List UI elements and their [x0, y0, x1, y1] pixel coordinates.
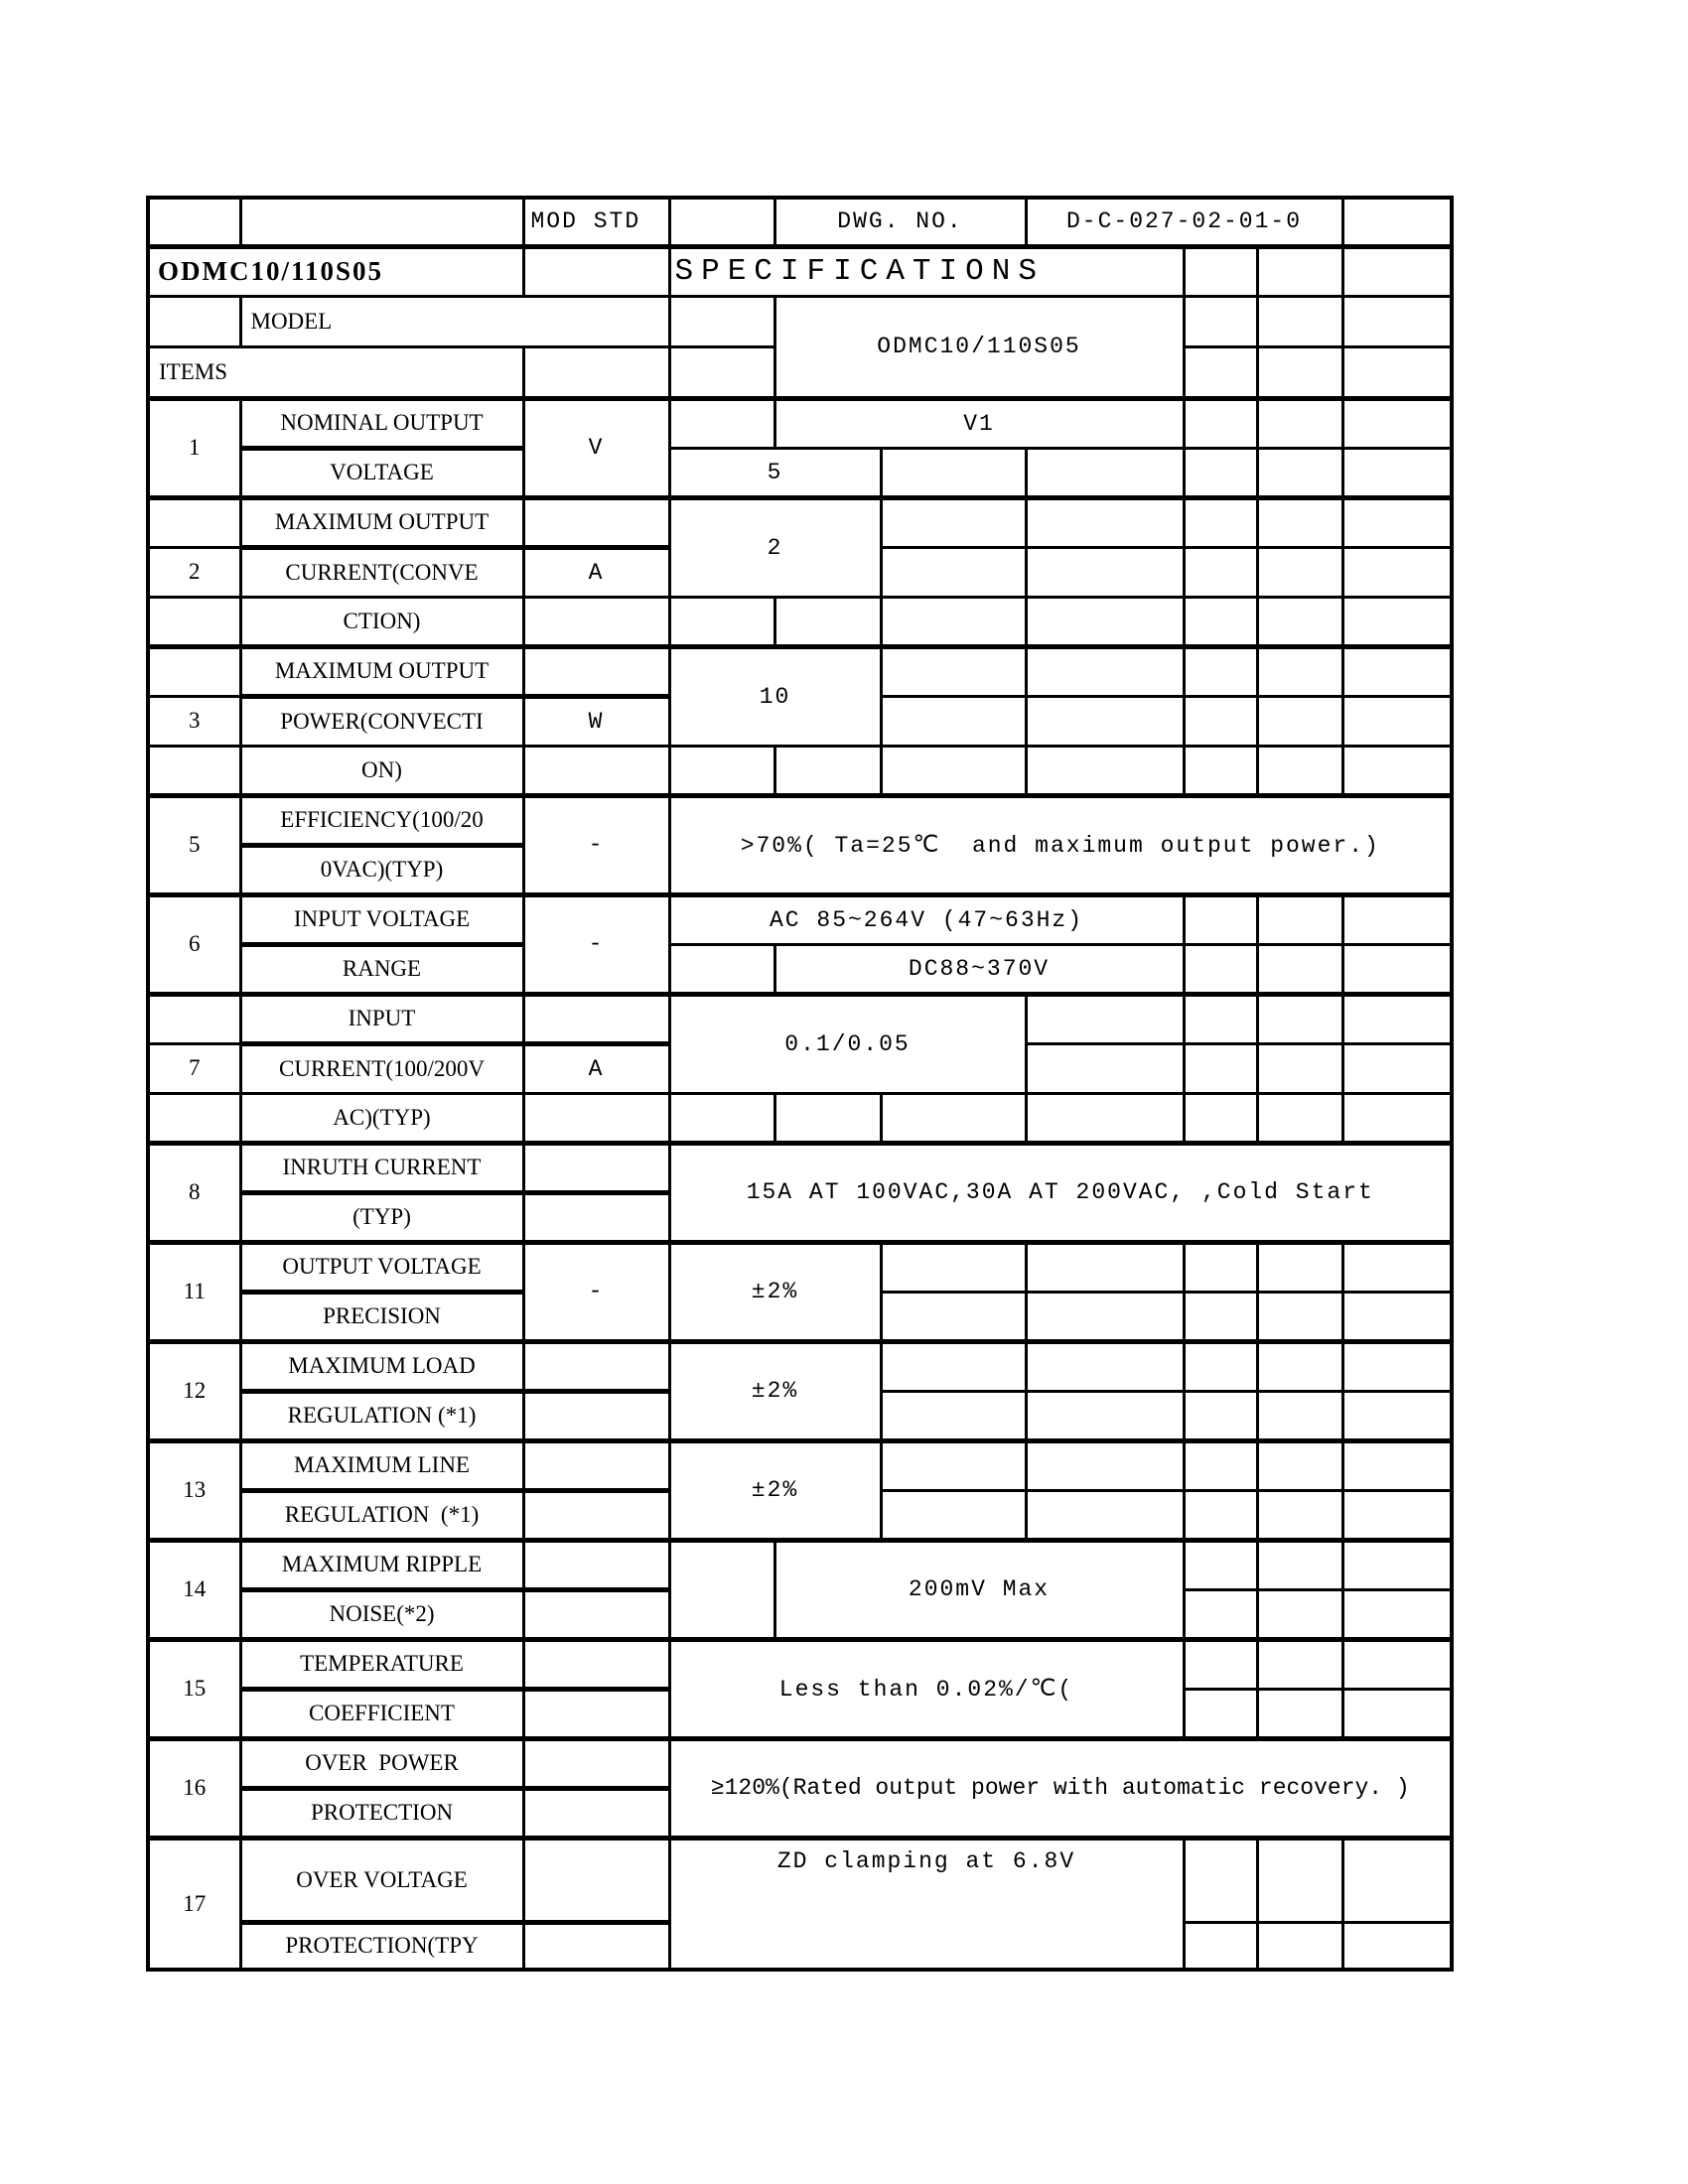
empty-cell	[1184, 1391, 1257, 1440]
empty-cell	[1026, 597, 1184, 646]
empty-cell	[1184, 1093, 1257, 1143]
empty-cell	[1184, 696, 1257, 746]
empty-cell	[1342, 597, 1452, 646]
empty-cell	[1026, 1490, 1184, 1540]
empty-cell	[1257, 994, 1342, 1043]
empty-cell	[881, 1242, 1026, 1292]
empty-cell	[1184, 246, 1257, 296]
empty-cell	[523, 646, 669, 696]
item11-unit: -	[523, 1242, 669, 1341]
empty-cell	[1342, 1639, 1452, 1689]
item2-unit: A	[523, 547, 669, 597]
empty-cell	[1184, 1292, 1257, 1341]
item1-value: 5	[669, 448, 881, 497]
item12-value: ±2%	[669, 1341, 881, 1440]
empty-cell	[1257, 1292, 1342, 1341]
empty-cell	[1257, 597, 1342, 646]
empty-cell	[1026, 994, 1184, 1043]
empty-cell	[1257, 448, 1342, 497]
empty-cell	[1184, 944, 1257, 994]
empty-cell	[881, 646, 1026, 696]
empty-cell	[1342, 1043, 1452, 1093]
empty-cell	[1184, 597, 1257, 646]
item8-label-1: INRUTH CURRENT	[240, 1143, 523, 1192]
empty-cell	[881, 497, 1026, 547]
item14-label-2: NOISE(*2)	[240, 1589, 523, 1639]
empty-cell	[669, 597, 774, 646]
item12-label-2: REGULATION (*1)	[240, 1391, 523, 1440]
empty-cell	[523, 1922, 669, 1970]
empty-cell	[1342, 696, 1452, 746]
item2-label-1: MAXIMUM OUTPUT	[240, 497, 523, 547]
empty-cell	[1257, 1922, 1342, 1970]
sheet-title-cell: SPECIFICATIONS	[669, 246, 1184, 296]
item16-label-2: PROTECTION	[240, 1788, 523, 1838]
empty-cell	[1342, 994, 1452, 1043]
empty-cell	[669, 746, 774, 795]
empty-cell	[523, 1838, 669, 1922]
empty-cell	[148, 646, 240, 696]
empty-cell	[523, 1788, 669, 1838]
empty-cell	[1342, 746, 1452, 795]
empty-cell	[148, 198, 240, 246]
empty-cell	[1257, 1589, 1342, 1639]
empty-cell	[1257, 1341, 1342, 1391]
empty-cell	[1257, 646, 1342, 696]
empty-cell	[1257, 696, 1342, 746]
empty-cell	[523, 1589, 669, 1639]
item8-number: 8	[148, 1143, 240, 1242]
empty-cell	[1257, 497, 1342, 547]
empty-cell	[1342, 944, 1452, 994]
empty-cell	[1342, 346, 1452, 398]
empty-cell	[669, 198, 774, 246]
item14-number: 14	[148, 1540, 240, 1639]
empty-cell	[1342, 296, 1452, 346]
empty-cell	[1184, 296, 1257, 346]
empty-cell	[881, 1341, 1026, 1391]
empty-cell	[1184, 547, 1257, 597]
item11-label-2: PRECISION	[240, 1292, 523, 1341]
empty-cell	[1184, 1689, 1257, 1738]
empty-cell	[1184, 1540, 1257, 1589]
empty-cell	[1184, 1440, 1257, 1490]
empty-cell	[881, 746, 1026, 795]
empty-cell	[1026, 448, 1184, 497]
empty-cell	[669, 398, 774, 448]
item17-label-2: PROTECTION(TPY	[240, 1922, 523, 1970]
empty-cell	[1184, 1490, 1257, 1540]
empty-cell	[1184, 994, 1257, 1043]
empty-cell	[1026, 1043, 1184, 1093]
specification-sheet	[146, 196, 1454, 1972]
item8-label-2: (TYP)	[240, 1192, 523, 1242]
empty-cell	[523, 1738, 669, 1788]
item5-unit: -	[523, 795, 669, 894]
item17-value: ZD clamping at 6.8V	[669, 1838, 1184, 1970]
empty-cell	[523, 1093, 669, 1143]
item3-number: 3	[148, 696, 240, 746]
empty-cell	[881, 1292, 1026, 1341]
item7-label-1: INPUT	[240, 994, 523, 1043]
empty-cell	[774, 746, 881, 795]
empty-cell	[1026, 1341, 1184, 1391]
empty-cell	[1257, 1540, 1342, 1589]
empty-cell	[1342, 1391, 1452, 1440]
empty-cell	[1184, 346, 1257, 398]
empty-cell	[774, 597, 881, 646]
empty-cell	[1257, 346, 1342, 398]
empty-cell	[881, 547, 1026, 597]
empty-cell	[1342, 1689, 1452, 1738]
empty-cell	[1184, 1838, 1257, 1922]
item3-label-2: POWER(CONVECTI	[240, 696, 523, 746]
item1-unit: V	[523, 398, 669, 497]
item15-value: Less than 0.02%/℃(	[669, 1639, 1184, 1738]
empty-cell	[1257, 1391, 1342, 1440]
empty-cell	[1184, 1341, 1257, 1391]
empty-cell	[1184, 398, 1257, 448]
empty-cell	[148, 497, 240, 547]
empty-cell	[1184, 1639, 1257, 1689]
spec-table	[146, 196, 1454, 1972]
empty-cell	[1342, 1922, 1452, 1970]
empty-cell	[1026, 497, 1184, 547]
item1-value-header: V1	[774, 398, 1184, 448]
empty-cell	[148, 597, 240, 646]
empty-cell	[1342, 398, 1452, 448]
model-code-cell: ODMC10/110S05	[148, 246, 523, 296]
empty-cell	[881, 1490, 1026, 1540]
item6-label-2: RANGE	[240, 944, 523, 994]
empty-cell	[1257, 1639, 1342, 1689]
empty-cell	[523, 1639, 669, 1689]
empty-cell	[523, 1192, 669, 1242]
empty-cell	[1342, 894, 1452, 944]
empty-cell	[881, 1093, 1026, 1143]
empty-cell	[523, 1540, 669, 1589]
item17-number: 17	[148, 1838, 240, 1970]
empty-cell	[1342, 1341, 1452, 1391]
item13-value: ±2%	[669, 1440, 881, 1540]
item1-number: 1	[148, 398, 240, 497]
item5-value: >70%( Ta=25℃ and maximum output power.)	[669, 795, 1452, 894]
empty-cell	[1184, 1589, 1257, 1639]
empty-cell	[240, 198, 523, 246]
empty-cell	[1257, 894, 1342, 944]
dwg-no-label-cell: DWG. NO.	[774, 198, 1026, 246]
item13-number: 13	[148, 1440, 240, 1540]
empty-cell	[1342, 1589, 1452, 1639]
item6-value-ac: AC 85~264V (47~63Hz)	[669, 894, 1184, 944]
item7-number: 7	[148, 1043, 240, 1093]
empty-cell	[1257, 296, 1342, 346]
empty-cell	[669, 1540, 774, 1639]
empty-cell	[1342, 497, 1452, 547]
item2-number: 2	[148, 547, 240, 597]
empty-cell	[1184, 1922, 1257, 1970]
model-label-cell: MODEL	[240, 296, 669, 346]
empty-cell	[1342, 1093, 1452, 1143]
empty-cell	[1026, 1292, 1184, 1341]
item13-label-1: MAXIMUM LINE	[240, 1440, 523, 1490]
item11-value: ±2%	[669, 1242, 881, 1341]
empty-cell	[1342, 198, 1452, 246]
empty-cell	[881, 448, 1026, 497]
item16-label-1: OVER POWER	[240, 1738, 523, 1788]
item1-label-2: VOLTAGE	[240, 448, 523, 497]
item3-label-1: MAXIMUM OUTPUT	[240, 646, 523, 696]
item6-label-1: INPUT VOLTAGE	[240, 894, 523, 944]
empty-cell	[523, 994, 669, 1043]
item1-label-1: NOMINAL OUTPUT	[240, 398, 523, 448]
item8-value: 15A AT 100VAC,30A AT 200VAC, ,Cold Start	[669, 1143, 1452, 1242]
empty-cell	[148, 296, 240, 346]
empty-cell	[1342, 1440, 1452, 1490]
empty-cell	[881, 597, 1026, 646]
empty-cell	[881, 1440, 1026, 1490]
item11-label-1: OUTPUT VOLTAGE	[240, 1242, 523, 1292]
empty-cell	[1184, 646, 1257, 696]
empty-cell	[148, 746, 240, 795]
empty-cell	[148, 1093, 240, 1143]
empty-cell	[669, 1093, 774, 1143]
dwg-no-value-cell: D-C-027-02-01-0	[1026, 198, 1342, 246]
empty-cell	[1026, 1093, 1184, 1143]
item2-value: 2	[669, 497, 881, 597]
empty-cell	[669, 346, 774, 398]
empty-cell	[1257, 1242, 1342, 1292]
item3-label-3: ON)	[240, 746, 523, 795]
empty-cell	[523, 346, 669, 398]
empty-cell	[523, 1440, 669, 1490]
item2-label-3: CTION)	[240, 597, 523, 646]
item17-label-1: OVER VOLTAGE	[240, 1838, 523, 1922]
item5-label-1: EFFICIENCY(100/20	[240, 795, 523, 845]
item15-label-1: TEMPERATURE	[240, 1639, 523, 1689]
empty-cell	[1257, 246, 1342, 296]
empty-cell	[1342, 246, 1452, 296]
empty-cell	[1257, 398, 1342, 448]
empty-cell	[1342, 1490, 1452, 1540]
empty-cell	[1026, 1391, 1184, 1440]
item7-label-3: AC)(TYP)	[240, 1093, 523, 1143]
empty-cell	[1257, 547, 1342, 597]
empty-cell	[523, 1689, 669, 1738]
item14-value: 200mV Max	[774, 1540, 1184, 1639]
empty-cell	[1342, 448, 1452, 497]
model-value-cell: ODMC10/110S05	[774, 296, 1184, 398]
empty-cell	[1257, 1689, 1342, 1738]
empty-cell	[1342, 1838, 1452, 1922]
empty-cell	[881, 696, 1026, 746]
empty-cell	[1342, 1292, 1452, 1341]
empty-cell	[1257, 1490, 1342, 1540]
item6-value-dc: DC88~370V	[774, 944, 1184, 994]
item7-unit: A	[523, 1043, 669, 1093]
item12-number: 12	[148, 1341, 240, 1440]
empty-cell	[1184, 448, 1257, 497]
item13-label-2: REGULATION (*1)	[240, 1490, 523, 1540]
empty-cell	[1184, 1043, 1257, 1093]
empty-cell	[669, 296, 774, 346]
item5-label-2: 0VAC)(TYP)	[240, 845, 523, 894]
empty-cell	[1342, 547, 1452, 597]
empty-cell	[1026, 696, 1184, 746]
empty-cell	[523, 1143, 669, 1192]
empty-cell	[523, 246, 669, 296]
empty-cell	[1342, 1242, 1452, 1292]
empty-cell	[523, 497, 669, 547]
item7-label-2: CURRENT(100/200V	[240, 1043, 523, 1093]
item12-label-1: MAXIMUM LOAD	[240, 1341, 523, 1391]
empty-cell	[1257, 1043, 1342, 1093]
empty-cell	[1257, 1440, 1342, 1490]
item14-label-1: MAXIMUM RIPPLE	[240, 1540, 523, 1589]
empty-cell	[1026, 646, 1184, 696]
empty-cell	[1026, 547, 1184, 597]
item2-label-2: CURRENT(CONVE	[240, 547, 523, 597]
item7-value: 0.1/0.05	[669, 994, 1026, 1093]
empty-cell	[1257, 1093, 1342, 1143]
empty-cell	[523, 1490, 669, 1540]
mod-std-cell: MOD STD	[523, 198, 669, 246]
item3-unit: W	[523, 696, 669, 746]
empty-cell	[774, 1093, 881, 1143]
empty-cell	[1257, 1838, 1342, 1922]
empty-cell	[1342, 1540, 1452, 1589]
empty-cell	[1026, 746, 1184, 795]
empty-cell	[523, 1341, 669, 1391]
empty-cell	[523, 1391, 669, 1440]
item11-number: 11	[148, 1242, 240, 1341]
item15-label-2: COEFFICIENT	[240, 1689, 523, 1738]
empty-cell	[1026, 1440, 1184, 1490]
item3-value: 10	[669, 646, 881, 746]
empty-cell	[669, 944, 774, 994]
empty-cell	[523, 597, 669, 646]
empty-cell	[523, 746, 669, 795]
empty-cell	[1026, 1242, 1184, 1292]
empty-cell	[1257, 746, 1342, 795]
empty-cell	[1184, 1242, 1257, 1292]
empty-cell	[1184, 894, 1257, 944]
item15-number: 15	[148, 1639, 240, 1738]
empty-cell	[1184, 746, 1257, 795]
item16-value: ≥120%(Rated output power with automatic recovery. )	[669, 1738, 1452, 1838]
item6-number: 6	[148, 894, 240, 994]
empty-cell	[881, 1391, 1026, 1440]
empty-cell	[148, 994, 240, 1043]
empty-cell	[1184, 497, 1257, 547]
item5-number: 5	[148, 795, 240, 894]
empty-cell	[1257, 944, 1342, 994]
empty-cell	[1342, 646, 1452, 696]
items-label-cell: ITEMS	[148, 346, 523, 398]
item16-number: 16	[148, 1738, 240, 1838]
item6-unit: -	[523, 894, 669, 994]
